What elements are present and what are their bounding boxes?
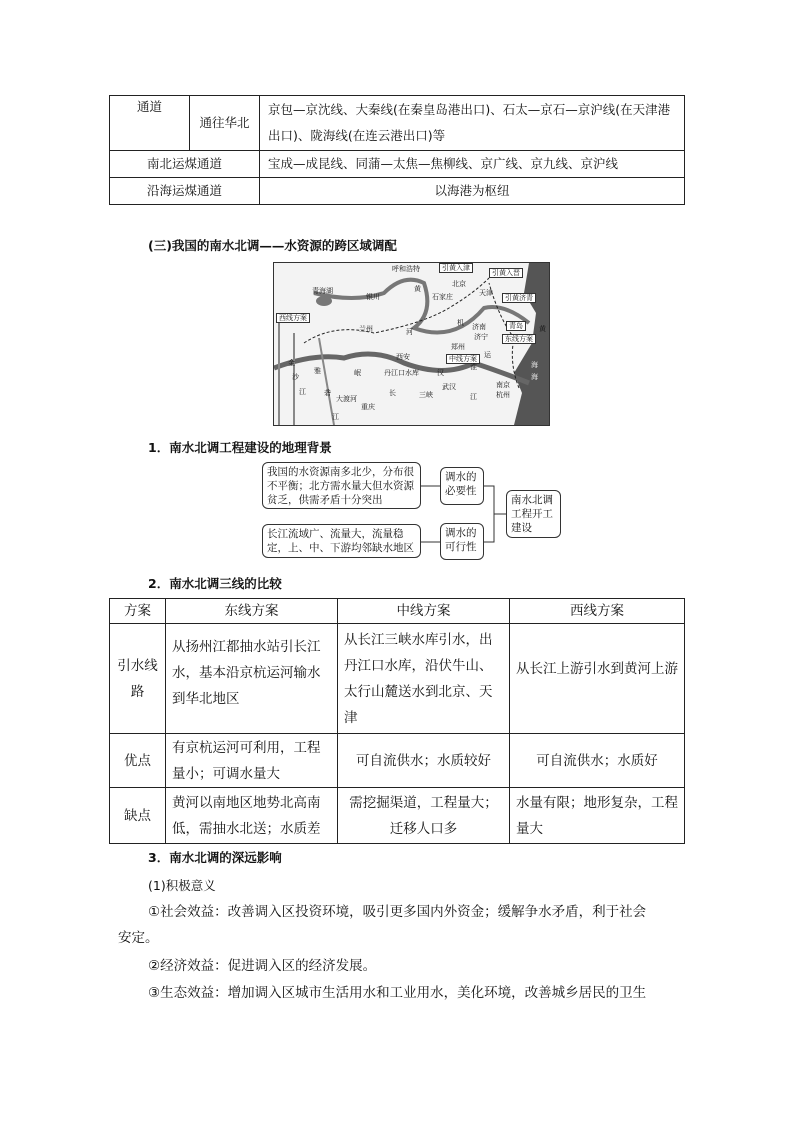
heading-1: 1．南水北调工程建设的地理背景 [148,440,332,455]
background-flowchart [262,460,582,560]
map-label: 岷 [354,369,361,377]
ns-label: 南北运煤通道 [110,151,260,178]
to-north-text: 京包—京沈线、大秦线(在秦皇岛港出口)、石太—京石—京沪线(在天津港出口)、陇海线(在连云港出口)等 [260,96,685,151]
paragraph-economic: ②经济效益：促进调入区的经济发展。 [148,958,377,974]
map-label: 银川 [366,293,380,301]
heading-3: 3．南水北调的深远影响 [148,850,282,865]
map-label: 郑州 [451,343,465,351]
map-label: 呼和浩特 [392,265,420,273]
map-label: 兰州 [359,325,373,333]
row-label: 优点 [110,734,166,788]
header-cell: 方案 [110,599,166,624]
coast-label: 沿海运煤通道 [110,178,260,205]
map-label: 运 [484,351,491,359]
coast-text: 以海港为枢纽 [260,178,685,205]
flow-box-project-start: 南水北调工程开工建设 [506,490,561,538]
map-label: 长 [389,389,396,397]
map-label: 杭州 [496,391,510,399]
table-row [110,178,685,205]
map-label: 黄 [414,285,421,293]
map-label: 石家庄 [432,293,453,301]
channel-label: 通道 [110,96,190,151]
map-label: 砻 [324,389,331,397]
map-label: 北京 [452,280,466,288]
map-label: 引黄入晋 [489,268,523,278]
table-header-row [110,599,685,624]
map-label: 江 [332,413,339,421]
table-cell: 从扬州江都抽水站引长江水，基本沿京杭运河输水到华北地区 [166,624,338,734]
map-label: 重庆 [361,403,375,411]
south-north-water-map [273,262,550,426]
map-label: 淮 [470,363,477,371]
map-label: 中线方案 [446,354,480,364]
paragraph-social-cont: 安定。 [118,930,159,946]
sea-area [514,263,549,425]
table-cell: 从长江上游引水到黄河上游 [510,624,685,734]
map-label: 西线方案 [276,313,310,323]
table-row [110,788,685,844]
to-north-label: 通往华北 [190,96,260,151]
western-rivers [279,323,334,425]
map-label: 大渡河 [336,395,357,403]
map-label: 天津 [479,289,493,297]
map-label: 江 [470,393,477,401]
map-label: 济宁 [474,333,488,341]
flow-box-necessity: 调水的必要性 [440,467,484,505]
map-label: 武汉 [442,383,456,391]
header-cell: 东线方案 [166,599,338,624]
coal-channel-table [109,95,685,205]
table-cell: 可自流供水；水质好 [510,734,685,788]
table-cell: 需挖掘渠道，工程量大；迁移人口多 [338,788,510,844]
flow-box-water-imbalance: 我国的水资源南多北少，分布很不平衡；北方需水量大但水资源贫乏，供需矛盾十分突出 [262,462,421,509]
table-row [110,151,685,178]
map-label: 南京 [496,381,510,389]
row-label: 引水线路 [110,624,166,734]
qinghai-lake [316,296,332,306]
table-cell: 黄河以南地区地势北高南低，需抽水北送；水质差 [166,788,338,844]
subheading-positive: (1)积极意义 [148,878,216,893]
map-label: 机 [457,319,464,327]
table-row [110,624,685,734]
map-label: 引黄济青 [502,293,536,303]
table-cell: 可自流供水；水质较好 [338,734,510,788]
map-label: 西安 [396,353,410,361]
map-label: 河 [406,328,413,336]
three-routes-table [109,598,685,844]
table-row [110,734,685,788]
map-label: 汉 [437,369,444,377]
table-cell: 从长江三峡水库引水，出丹江口水库，沿伏牛山、太行山麓送水到北京、天津 [338,624,510,734]
map-label: 济南 [472,323,486,331]
heading-2: 2．南水北调三线的比较 [148,576,282,591]
map-label: 引黄入津 [439,263,473,273]
row-label: 缺点 [110,788,166,844]
section-title: (三)我国的南水北调——水资源的跨区域调配 [148,238,397,253]
paragraph-social: ①社会效益：改善调入区投资环境，吸引更多国内外资金；缓解争水矛盾，利于社会 [148,904,647,920]
map-label: 东线方案 [502,334,536,344]
ns-text: 宝成—成昆线、同蒲—太焦—焦柳线、京广线、京九线、京沪线 [260,151,685,178]
map-label: 三峡 [419,391,433,399]
map-label: 黄 [539,325,546,333]
map-label: 丹江口水库 [384,369,419,377]
table-cell: 有京杭运河可利用，工程量小；可调水量大 [166,734,338,788]
map-label: 青岛 [506,321,526,331]
table-cell: 水量有限；地形复杂，工程量大 [510,788,685,844]
map-label: 雅 [314,367,321,375]
map-label: 青海湖 [312,287,333,295]
map-label: 海 [531,373,538,381]
map-label: 金 [288,359,295,367]
flow-box-feasibility: 调水的可行性 [440,523,484,560]
table-row [110,96,685,151]
map-label: 江 [299,388,306,396]
header-cell: 西线方案 [510,599,685,624]
paragraph-ecological: ③生态效益：增加调入区城市生活用水和工业用水，美化环境，改善城乡居民的卫生 [148,985,647,1001]
header-cell: 中线方案 [338,599,510,624]
map-label: 沙 [292,373,299,381]
flow-box-yangtze: 长江流域广、流量大，流量稳定，上、中、下游均邻缺水地区 [262,524,421,558]
map-label: 海 [531,361,538,369]
